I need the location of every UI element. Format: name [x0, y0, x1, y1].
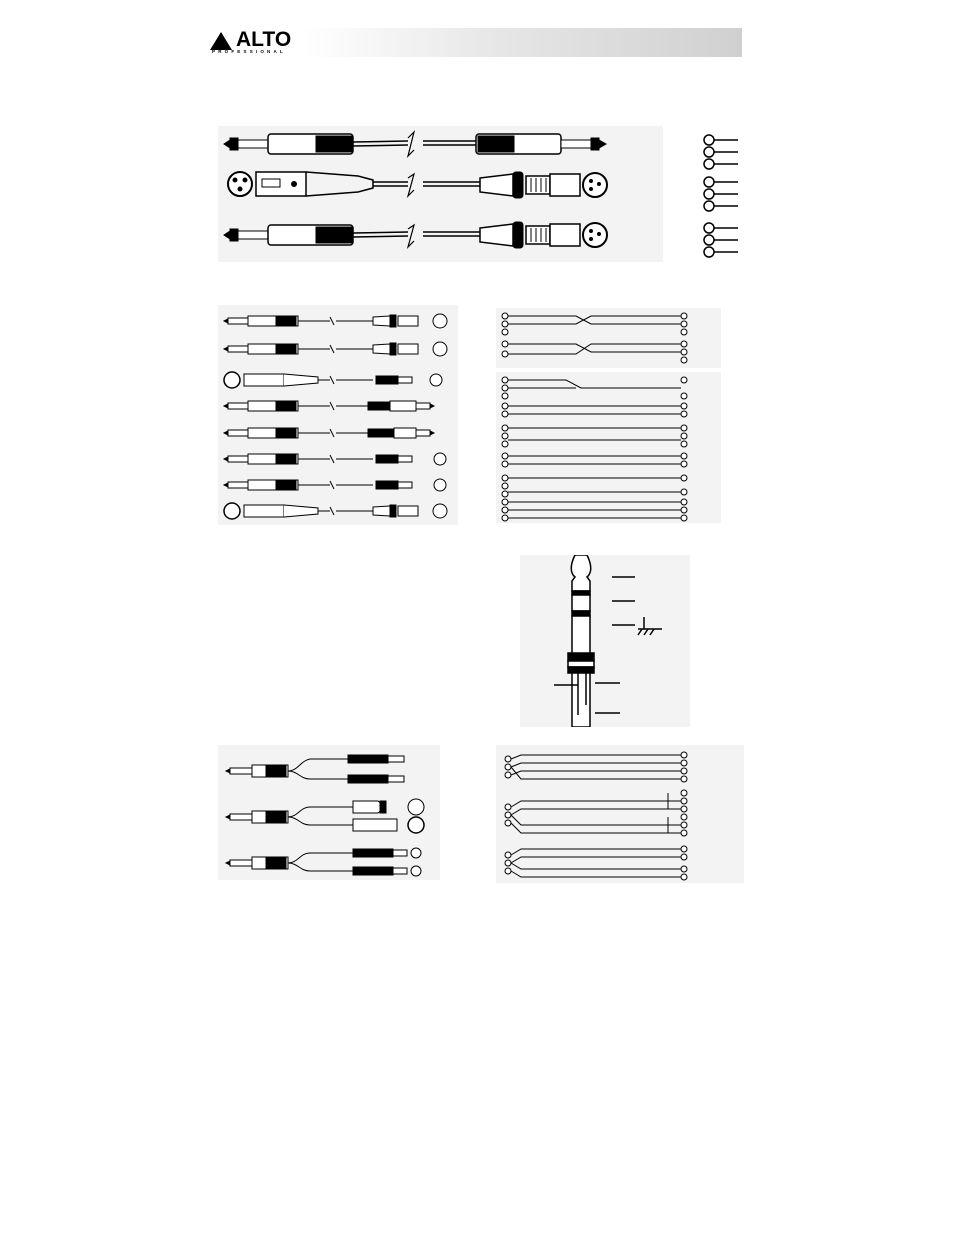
- large-cables-panel: [218, 126, 663, 262]
- insert-wiring-panel: [496, 745, 744, 883]
- pin-symbols-figure: [700, 130, 740, 262]
- pin-symbols: [700, 130, 740, 262]
- insert-cables-panel: [218, 745, 440, 880]
- cable-list-figure: [218, 305, 458, 525]
- cable-list-panel: [218, 305, 458, 525]
- alto-logo: [210, 30, 300, 56]
- logo-subtitle: PROFESSIONAL: [212, 49, 286, 54]
- wiring-diagrams-figure: [496, 308, 721, 523]
- logo-brand: ALTO: [236, 28, 292, 51]
- insert-cables-figure: [218, 745, 440, 880]
- trs-plug-panel: [520, 555, 690, 727]
- large-cables-figure: [218, 126, 663, 262]
- logo-triangle-icon: [210, 31, 234, 51]
- wiring-diagrams-panel: [496, 308, 721, 523]
- trs-plug-figure: [520, 555, 690, 727]
- insert-wiring-figure: [496, 745, 744, 883]
